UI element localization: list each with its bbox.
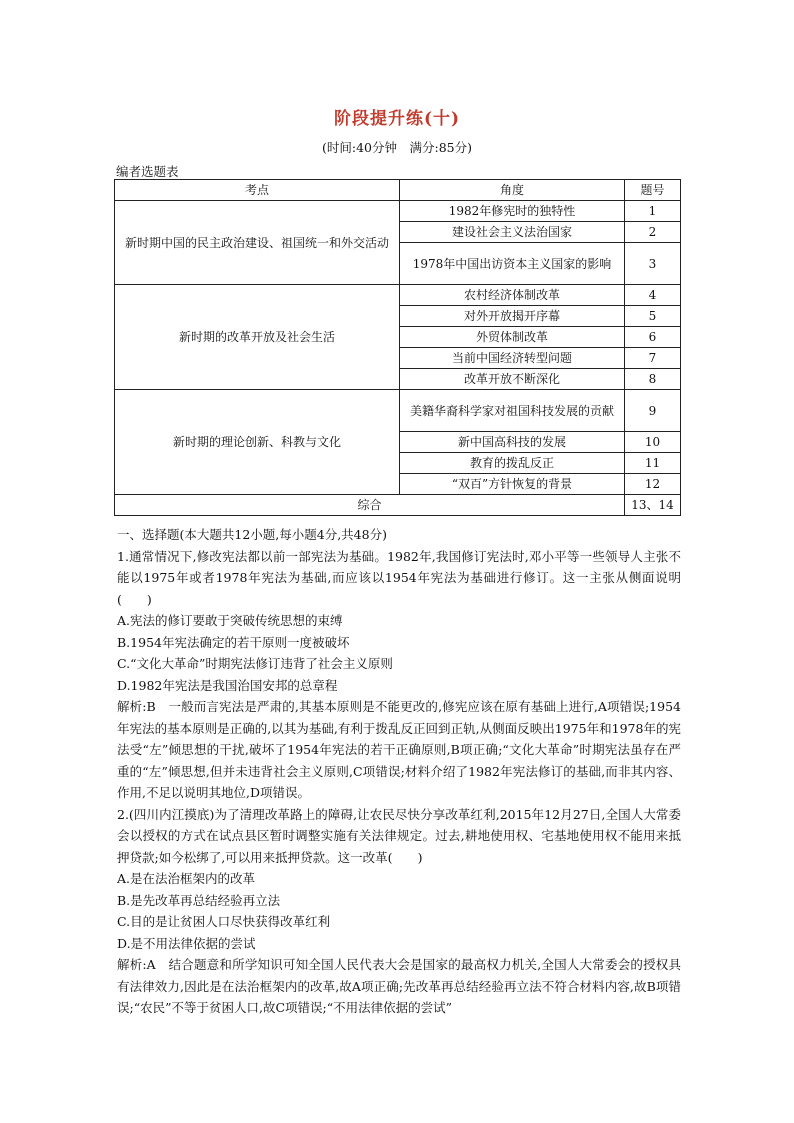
question-1-analysis: 解析:B 一般而言宪法是严肃的,其基本原则是不能更改的,修宪应该在原有基础上进行,A项错误;1954年宪法的基本原则是正确的,以其为基础,有利于拨乱反正回到正轨,从侧面反映出1975年和1978年的宪法受“左”倾思想的干扰,破坏了1954年宪法的若干正确原则,B项正确;“文化大革命”时期宪法虽存在严重的“左”倾思想,但并未违背社会主义原则,C项错误;材料介绍了1982年宪法修订的基础,而非其内容、作用,不足以说明其地位,D项错误。 xyxy=(117,699,681,800)
angle-cell: “双百”方针恢复的背景 xyxy=(400,474,625,495)
angle-cell: 建设社会主义法治国家 xyxy=(400,222,625,243)
angle-cell: 对外开放揭开序幕 xyxy=(400,306,625,327)
number-cell: 5 xyxy=(625,306,681,327)
table-row xyxy=(115,390,681,432)
page-title: 阶段提升练(十) xyxy=(333,109,461,129)
number-cell: 12 xyxy=(625,474,681,495)
table-header-row xyxy=(115,180,681,201)
number-cell: 10 xyxy=(625,432,681,453)
angle-cell: 美籍华裔科学家对祖国科技发展的贡献 xyxy=(400,390,625,432)
number-cell: 1 xyxy=(625,201,681,222)
angle-cell: 改革开放不断深化 xyxy=(400,369,625,390)
question-2-analysis: 解析:A 结合题意和所学知识可知全国人民代表大会是国家的最高权力机关,全国人大常委会的授权具有法律效力,因此是在法治框架内的改革,故A项正确;先改革再总结经验再立法不符合材料内容,故B项错误;“农民”不等于贫困人口,故C项错误;“不用法律依据的尝试” xyxy=(117,957,681,1015)
section-heading: 一、选择题(本大题共12小题,每小题4分,共48分) xyxy=(117,527,387,542)
header-cell-number: 题号 xyxy=(625,180,681,201)
question-2-option-b: B.是先改革再总结经验再立法 xyxy=(117,892,281,908)
header-cell-angle: 角度 xyxy=(400,180,625,201)
number-cell: 3 xyxy=(625,243,681,285)
number-cell: 4 xyxy=(625,285,681,306)
number-cell: 8 xyxy=(625,369,681,390)
question-2-option-d: D.是不用法律依据的尝试 xyxy=(117,935,256,951)
angle-cell: 1978年中国出访资本主义国家的影响 xyxy=(400,243,625,285)
table-row xyxy=(115,285,681,306)
number-cell: 7 xyxy=(625,348,681,369)
number-cell: 6 xyxy=(625,327,681,348)
topic-cell: 新时期的改革开放及社会生活 xyxy=(115,285,400,390)
question-2-option-a: A.是在法治框架内的改革 xyxy=(117,871,256,886)
table-caption: 编者选题表 xyxy=(116,164,179,179)
number-cell: 11 xyxy=(625,453,681,474)
angle-cell: 农村经济体制改革 xyxy=(400,285,625,306)
question-1-option-d: D.1982年宪法是我国治国安邦的总章程 xyxy=(117,677,338,693)
angle-cell: 外贸体制改革 xyxy=(400,327,625,348)
header-cell-topic: 考点 xyxy=(115,180,400,201)
summary-row xyxy=(115,495,681,516)
question-2-option-c: C.目的是让贫困人口尽快获得改革红利 xyxy=(117,914,331,929)
angle-cell: 1982年修宪时的独特性 xyxy=(400,201,625,222)
number-cell: 9 xyxy=(625,390,681,432)
topic-selection-table xyxy=(114,179,681,516)
topic-cell: 新时期的理论创新、科教与文化 xyxy=(115,390,400,495)
question-1-option-c: C.“文化大革命”时期宪法修订违背了社会主义原则 xyxy=(117,656,393,671)
angle-cell: 新中国高科技的发展 xyxy=(400,432,625,453)
angle-cell: 当前中国经济转型问题 xyxy=(400,348,625,369)
number-cell: 2 xyxy=(625,222,681,243)
table-row xyxy=(115,201,681,222)
question-2-stem: 2.(四川内江摸底)为了清理改革路上的障碍,让农民尽快分享改革红利,2015年12月27日,全国人大常委会以授权的方式在试点县区暂时调整实施有关法律规定。过去,耕地使用权、宅基地使用权不能用来抵押贷款;如今松绑了,可以用来抵押贷款。这一改革( ) xyxy=(117,806,681,865)
time-score-info: (时间:40分钟 满分:85分) xyxy=(322,140,472,155)
question-body xyxy=(117,524,681,1019)
question-1-stem: 1.通常情况下,修改宪法都以前一部宪法为基础。1982年,我国修订宪法时,邓小平等一些领导人主张不能以1975年或者1978年宪法为基础,而应该以1954年宪法为基础进行修订。这一主张从侧面说明( ) xyxy=(117,548,681,607)
summary-number-cell: 13、14 xyxy=(625,495,681,516)
question-1-option-a: A.宪法的修订要敢于突破传统思想的束缚 xyxy=(117,613,343,628)
topic-cell: 新时期中国的民主政治建设、祖国统一和外交活动 xyxy=(115,201,400,285)
question-1-option-b: B.1954年宪法确定的若干原则一度被破坏 xyxy=(117,634,350,650)
angle-cell: 教育的拨乱反正 xyxy=(400,453,625,474)
summary-label-cell: 综合 xyxy=(115,495,625,516)
